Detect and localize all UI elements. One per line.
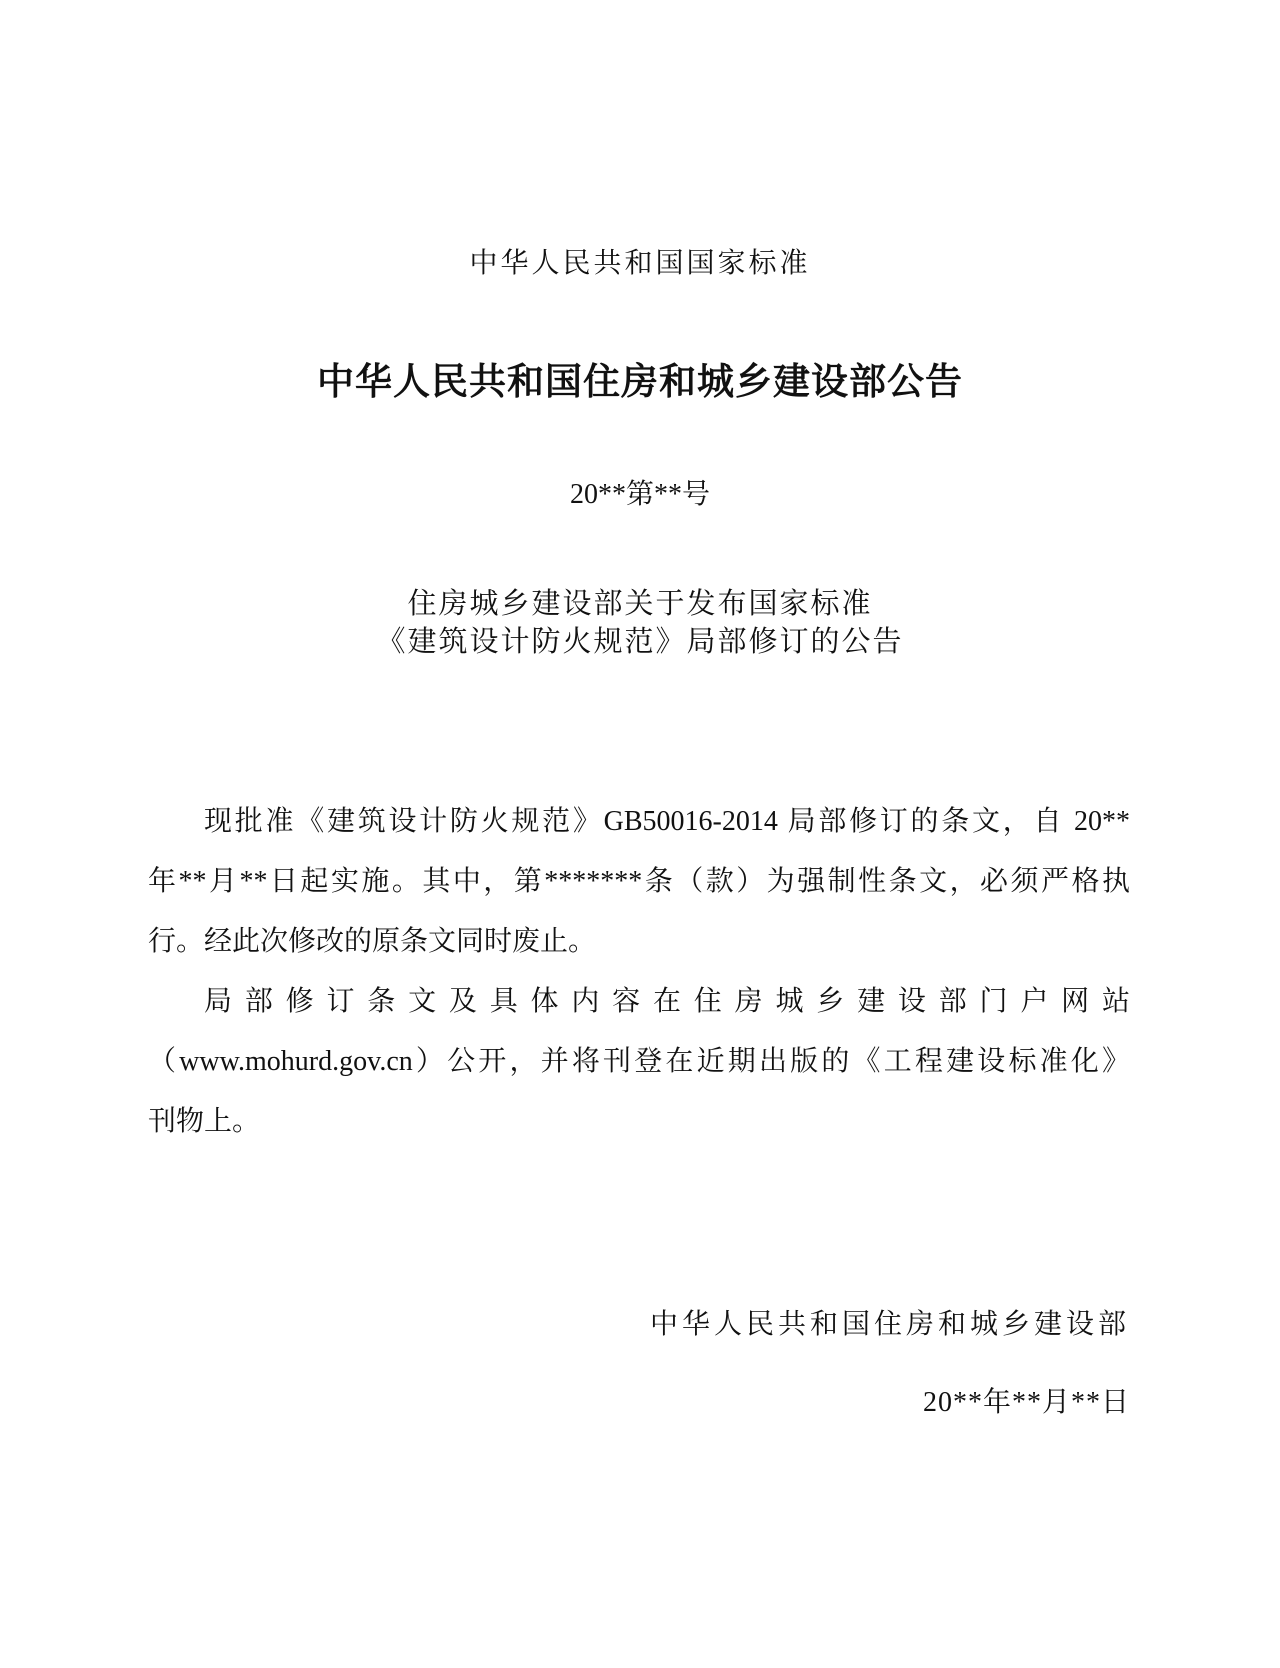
body-paragraph1-line3: 行。经此次修改的原条文同时废止。 — [148, 926, 597, 957]
body-paragraph1-line2: 年**月**日起实施。其中，第*******条（款）为强制性条文，必须严格执 — [148, 866, 1130, 897]
body-paragraph1-line1: 现批准《建筑设计防火规范》GB50016-2014 局部修订的条文，自 20** — [204, 806, 1130, 837]
subtitle-line-2: 《建筑设计防火规范》局部修订的公告 — [376, 626, 904, 658]
issuer-signature: 中华人民共和国住房和城乡建设部 — [649, 1309, 1130, 1340]
document-number: 20**第**号 — [569, 479, 710, 510]
national-standard-kicker: 中华人民共和国国家标准 — [469, 248, 811, 279]
announcement-body — [148, 792, 1130, 1152]
body-paragraph2-line3: 刊物上。 — [148, 1106, 261, 1137]
body-paragraph2-line1: 局部修订条文及具体内容在住房城乡建设部门户网站 — [204, 986, 1130, 1017]
issue-date: 20**年**月**日 — [922, 1387, 1130, 1418]
announcement-title: 中华人民共和国住房和城乡建设部公告 — [317, 361, 963, 402]
announcement-subtitle — [0, 585, 1280, 661]
subtitle-line-1: 住房城乡建设部关于发布国家标准 — [407, 588, 873, 620]
body-paragraph2-line2: （www.mohurd.gov.cn）公开，并将刊登在近期出版的《工程建设标准化》 — [148, 1046, 1130, 1077]
